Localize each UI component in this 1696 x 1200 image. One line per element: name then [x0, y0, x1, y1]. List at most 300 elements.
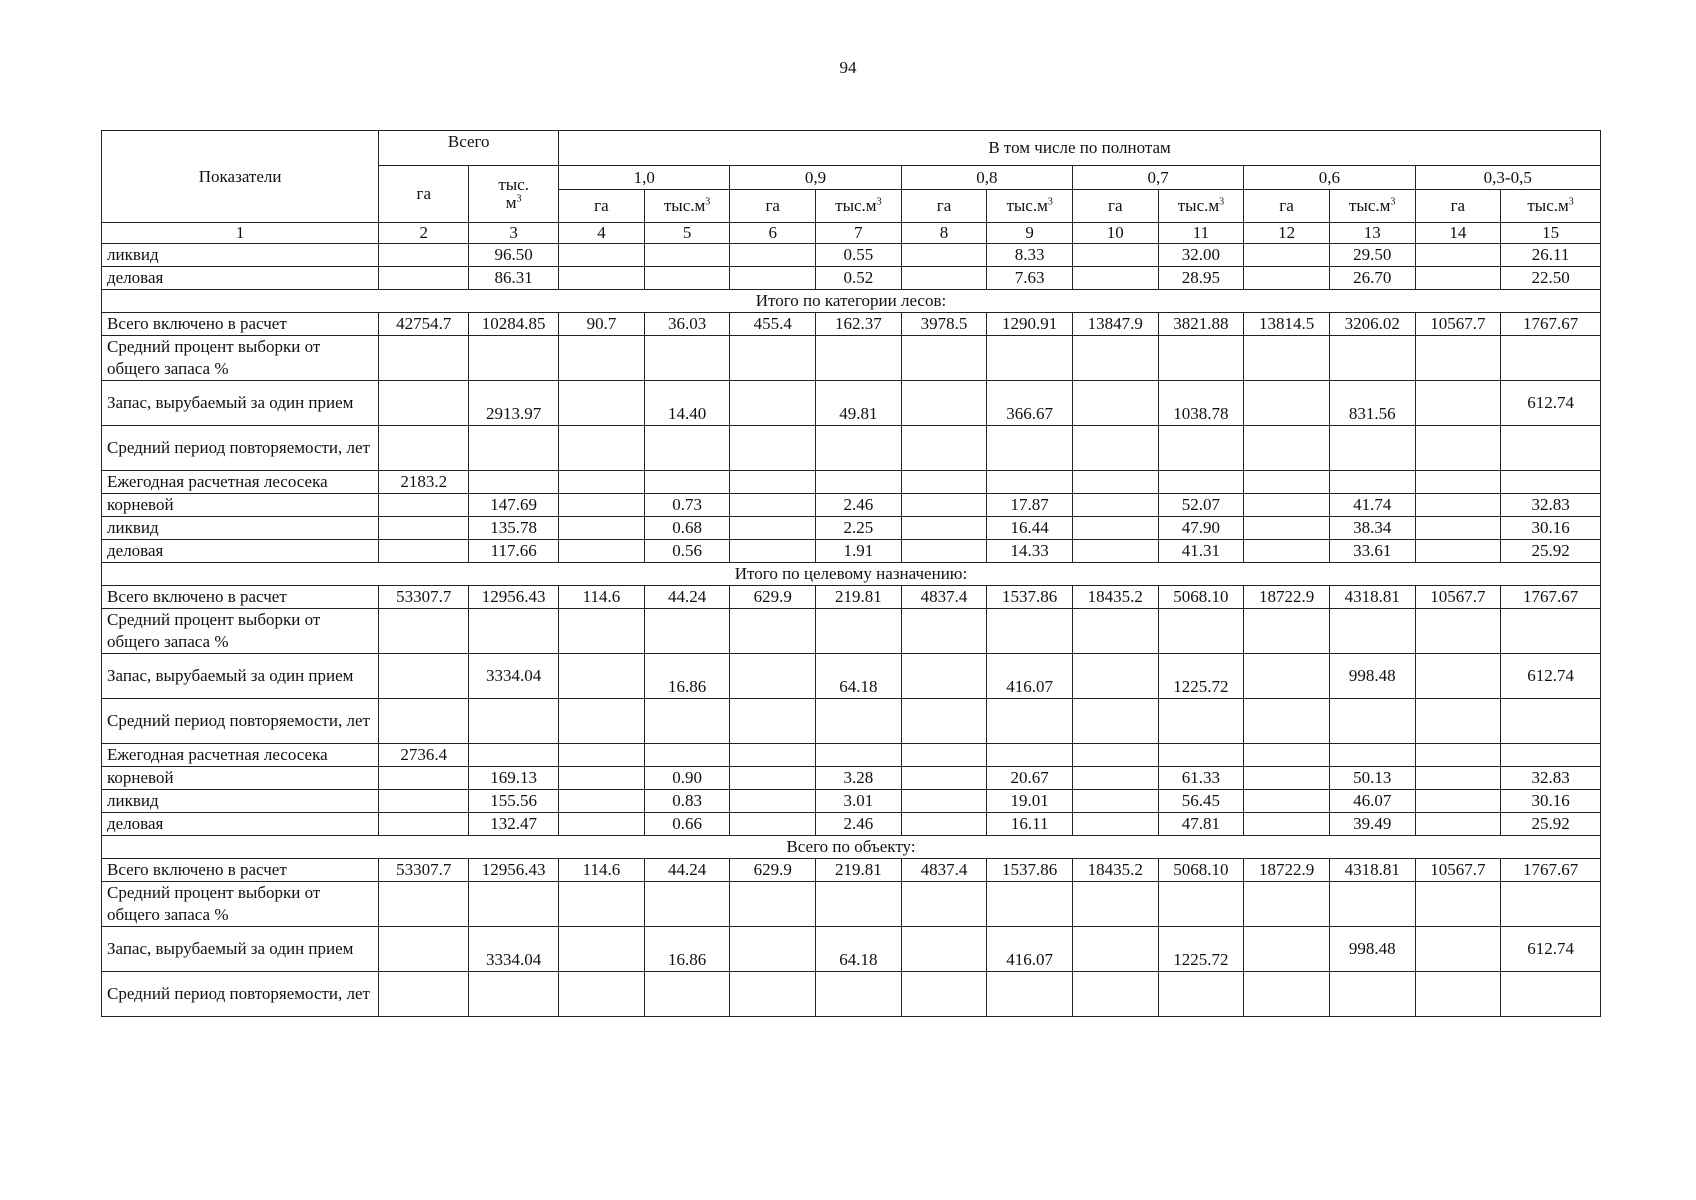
- table-cell: [816, 972, 902, 1017]
- table-cell: [1244, 244, 1330, 267]
- table-cell: 38.34: [1329, 517, 1415, 540]
- table-cell: 13847.9: [1072, 313, 1158, 336]
- unit-volume-superscript: 3: [1047, 196, 1053, 208]
- table-cell: [1244, 927, 1330, 972]
- table-cell: 4318.81: [1329, 586, 1415, 609]
- table-cell: [730, 609, 816, 654]
- table-cell: [1244, 882, 1330, 927]
- table-cell: 10567.7: [1415, 586, 1501, 609]
- table-cell: [901, 609, 987, 654]
- table-cell: 629.9: [730, 859, 816, 882]
- table-cell: [730, 882, 816, 927]
- table-cell: [730, 494, 816, 517]
- table-cell: [379, 654, 469, 699]
- table-cell: [901, 381, 987, 426]
- table-cell: [559, 767, 645, 790]
- unit-volume-header: [1501, 190, 1601, 223]
- column-number: 3: [469, 223, 559, 244]
- unit-volume-label: тыс.м: [1527, 196, 1569, 215]
- unit-ha-header: га: [1415, 190, 1501, 223]
- table-cell: 416.07: [987, 654, 1073, 699]
- table-cell: [379, 699, 469, 744]
- table-cell: [901, 927, 987, 972]
- table-cell: 629.9: [730, 586, 816, 609]
- table-cell: [644, 972, 730, 1017]
- column-number: 4: [559, 223, 645, 244]
- table-cell: [1072, 972, 1158, 1017]
- table-cell: [987, 699, 1073, 744]
- table-cell: [469, 336, 559, 381]
- table-cell: [1158, 882, 1244, 927]
- table-row: [102, 244, 1601, 267]
- table-cell: [1501, 699, 1601, 744]
- row-label: корневой: [102, 767, 379, 790]
- row-label: деловая: [102, 540, 379, 563]
- table-cell: [730, 244, 816, 267]
- table-cell: 10567.7: [1415, 859, 1501, 882]
- table-cell: 41.31: [1158, 540, 1244, 563]
- table-cell: [730, 267, 816, 290]
- table-cell: [1072, 882, 1158, 927]
- row-label: Всего включено в расчет: [102, 586, 379, 609]
- table-cell: 3.01: [816, 790, 902, 813]
- table-row: [102, 609, 1601, 654]
- table-cell: 1767.67: [1501, 313, 1601, 336]
- table-cell: 64.18: [816, 654, 902, 699]
- table-cell: 50.13: [1329, 767, 1415, 790]
- table-cell: [1329, 609, 1415, 654]
- table-cell: 1225.72: [1158, 654, 1244, 699]
- table-header: [102, 131, 1601, 244]
- table-cell: 46.07: [1329, 790, 1415, 813]
- table-cell: 32.00: [1158, 244, 1244, 267]
- table-cell: 1537.86: [987, 859, 1073, 882]
- table-cell: 18435.2: [1072, 859, 1158, 882]
- row-label: Запас, вырубаемый за один прием: [102, 927, 379, 972]
- row-label: Средний процент выборки от общего запаса %: [102, 336, 379, 381]
- row-label: Средний период повторяемости, лет: [102, 972, 379, 1017]
- table-cell: 90.7: [559, 313, 645, 336]
- table-cell: [901, 426, 987, 471]
- table-cell: [730, 790, 816, 813]
- table-row: [102, 813, 1601, 836]
- table-cell: [730, 426, 816, 471]
- table-cell: [901, 882, 987, 927]
- table-cell: [730, 699, 816, 744]
- table-row: [102, 927, 1601, 972]
- table-cell: 455.4: [730, 313, 816, 336]
- unit-volume-superscript: 3: [1390, 196, 1396, 208]
- table-cell: 4837.4: [901, 586, 987, 609]
- table-cell: [1415, 927, 1501, 972]
- unit-volume-header: [1329, 190, 1415, 223]
- unit-volume-label: тыс.м: [1177, 196, 1220, 215]
- table-row: [102, 471, 1601, 494]
- table-cell: 0.73: [644, 494, 730, 517]
- table-cell: [379, 517, 469, 540]
- table-row: [102, 540, 1601, 563]
- unit-volume-label: тыс.м: [835, 196, 877, 215]
- table-cell: 831.56: [1329, 381, 1415, 426]
- table-cell: [1158, 471, 1244, 494]
- table-cell: [379, 790, 469, 813]
- table-cell: [901, 267, 987, 290]
- table-cell: 3334.04: [469, 927, 559, 972]
- column-number: 7: [816, 223, 902, 244]
- table-cell: 22.50: [1501, 267, 1601, 290]
- table-cell: [1415, 426, 1501, 471]
- table-row: [102, 517, 1601, 540]
- table-cell: [1158, 744, 1244, 767]
- row-label: Ежегодная расчетная лесосека: [102, 471, 379, 494]
- table-cell: [379, 767, 469, 790]
- table-cell: 36.03: [644, 313, 730, 336]
- table-cell: [559, 813, 645, 836]
- section-row: [102, 563, 1601, 586]
- table-cell: [816, 882, 902, 927]
- row-label: Средний процент выборки от общего запаса %: [102, 882, 379, 927]
- table-cell: [1415, 517, 1501, 540]
- table-cell: [469, 882, 559, 927]
- table-cell: 12956.43: [469, 586, 559, 609]
- table-cell: 10567.7: [1415, 313, 1501, 336]
- row-label: корневой: [102, 494, 379, 517]
- table-cell: [987, 972, 1073, 1017]
- table-cell: [816, 609, 902, 654]
- table-cell: [1329, 471, 1415, 494]
- table-cell: 61.33: [1158, 767, 1244, 790]
- unit-volume-header: [987, 190, 1073, 223]
- total-header: Всего: [379, 131, 559, 166]
- table-cell: 2.25: [816, 517, 902, 540]
- table-cell: [730, 972, 816, 1017]
- table-cell: 155.56: [469, 790, 559, 813]
- table-cell: [559, 381, 645, 426]
- table-row: [102, 882, 1601, 927]
- table-cell: 32.83: [1501, 494, 1601, 517]
- unit-ha-header: га: [1244, 190, 1330, 223]
- unit-ha-header: га: [730, 190, 816, 223]
- table-cell: 5068.10: [1158, 586, 1244, 609]
- table-cell: [1072, 767, 1158, 790]
- table-cell: [901, 813, 987, 836]
- table-cell: [730, 471, 816, 494]
- table-cell: [644, 471, 730, 494]
- table-cell: 26.70: [1329, 267, 1415, 290]
- table-cell: 117.66: [469, 540, 559, 563]
- table-cell: [644, 244, 730, 267]
- table-cell: [1415, 609, 1501, 654]
- table-cell: [559, 654, 645, 699]
- table-cell: [1501, 426, 1601, 471]
- table-cell: [469, 426, 559, 471]
- table-cell: 16.86: [644, 927, 730, 972]
- table-cell: [901, 654, 987, 699]
- table-cell: [816, 426, 902, 471]
- table-cell: [469, 744, 559, 767]
- table-cell: [1244, 471, 1330, 494]
- table-cell: 2913.97: [469, 381, 559, 426]
- table-row: [102, 426, 1601, 471]
- table-cell: [469, 471, 559, 494]
- table-cell: [816, 699, 902, 744]
- table-cell: 18722.9: [1244, 586, 1330, 609]
- table-cell: [1244, 813, 1330, 836]
- table-cell: [559, 540, 645, 563]
- table-cell: 96.50: [469, 244, 559, 267]
- table-cell: [1244, 699, 1330, 744]
- table-cell: 3206.02: [1329, 313, 1415, 336]
- table-cell: [1072, 267, 1158, 290]
- unit-volume-label: тыс.м: [1349, 196, 1391, 215]
- unit-volume-header: [644, 190, 730, 223]
- table-cell: [1244, 426, 1330, 471]
- table-cell: 26.11: [1501, 244, 1601, 267]
- table-cell: 416.07: [987, 927, 1073, 972]
- unit-volume-superscript: 3: [705, 196, 711, 208]
- table-cell: 366.67: [987, 381, 1073, 426]
- table-cell: 14.33: [987, 540, 1073, 563]
- table-cell: [1329, 882, 1415, 927]
- table-cell: [559, 517, 645, 540]
- table-cell: [1415, 244, 1501, 267]
- row-label: деловая: [102, 267, 379, 290]
- table-cell: 2.46: [816, 813, 902, 836]
- table-cell: 28.95: [1158, 267, 1244, 290]
- table-cell: 29.50: [1329, 244, 1415, 267]
- table-cell: 3978.5: [901, 313, 987, 336]
- table-cell: [559, 609, 645, 654]
- table-cell: [987, 471, 1073, 494]
- table-cell: [469, 609, 559, 654]
- total-volume-superscript: 3: [516, 193, 522, 205]
- table-cell: [730, 540, 816, 563]
- table-cell: [816, 744, 902, 767]
- unit-ha-header: га: [559, 190, 645, 223]
- unit-volume-superscript: 3: [1219, 196, 1225, 208]
- unit-volume-header: [1158, 190, 1244, 223]
- table-cell: 612.74: [1501, 927, 1601, 972]
- table-cell: 25.92: [1501, 813, 1601, 836]
- table-cell: 17.87: [987, 494, 1073, 517]
- table-cell: 1.91: [816, 540, 902, 563]
- table-cell: 114.6: [559, 859, 645, 882]
- table-cell: [379, 267, 469, 290]
- indicators-header: Показатели: [102, 131, 379, 223]
- table-cell: 5068.10: [1158, 859, 1244, 882]
- table-cell: [379, 972, 469, 1017]
- column-number: 14: [1415, 223, 1501, 244]
- table-cell: [1244, 767, 1330, 790]
- table-cell: 3821.88: [1158, 313, 1244, 336]
- unit-ha-header: га: [901, 190, 987, 223]
- table-cell: 219.81: [816, 859, 902, 882]
- table-cell: [730, 381, 816, 426]
- table-cell: [1501, 471, 1601, 494]
- density-header: 0,7: [1072, 166, 1243, 190]
- section-row: [102, 290, 1601, 313]
- table-cell: 47.90: [1158, 517, 1244, 540]
- table-cell: 1767.67: [1501, 586, 1601, 609]
- table-cell: [1415, 972, 1501, 1017]
- table-cell: 1225.72: [1158, 927, 1244, 972]
- table-cell: [1415, 744, 1501, 767]
- table-cell: [1415, 494, 1501, 517]
- forest-calculation-table: [101, 130, 1601, 1017]
- table-cell: 0.68: [644, 517, 730, 540]
- table-cell: 162.37: [816, 313, 902, 336]
- table-cell: [379, 813, 469, 836]
- table-cell: 33.61: [1329, 540, 1415, 563]
- table-cell: [559, 972, 645, 1017]
- table-cell: [559, 699, 645, 744]
- table-row: [102, 767, 1601, 790]
- table-cell: [379, 882, 469, 927]
- table-row: [102, 313, 1601, 336]
- table-cell: 7.63: [987, 267, 1073, 290]
- table-cell: [987, 744, 1073, 767]
- table-cell: [379, 244, 469, 267]
- table-cell: [1158, 336, 1244, 381]
- density-header: 1,0: [559, 166, 730, 190]
- table-cell: [1244, 609, 1330, 654]
- table-cell: [1158, 972, 1244, 1017]
- table-cell: [1072, 471, 1158, 494]
- section-title: Итого по категории лесов:: [102, 290, 1601, 313]
- column-number: 10: [1072, 223, 1158, 244]
- table-cell: 0.52: [816, 267, 902, 290]
- density-header: 0,9: [730, 166, 901, 190]
- table-cell: [379, 381, 469, 426]
- table-cell: [901, 494, 987, 517]
- table-body: [102, 244, 1601, 1017]
- table-cell: 1537.86: [987, 586, 1073, 609]
- table-cell: [559, 244, 645, 267]
- unit-volume-label: тыс.м: [663, 196, 706, 215]
- table-cell: [987, 609, 1073, 654]
- section-title: Итого по целевому назначению:: [102, 563, 1601, 586]
- table-cell: [1415, 267, 1501, 290]
- table-cell: 20.67: [987, 767, 1073, 790]
- table-cell: [1329, 699, 1415, 744]
- table-cell: 30.16: [1501, 517, 1601, 540]
- table-cell: 41.74: [1329, 494, 1415, 517]
- table-cell: 86.31: [469, 267, 559, 290]
- table-cell: [559, 336, 645, 381]
- table-cell: [559, 927, 645, 972]
- density-group-header: В том числе по полнотам: [559, 131, 1601, 166]
- table-cell: 2.46: [816, 494, 902, 517]
- table-cell: 47.81: [1158, 813, 1244, 836]
- table-cell: [901, 767, 987, 790]
- table-cell: 219.81: [816, 586, 902, 609]
- table-cell: [1244, 267, 1330, 290]
- table-cell: 3334.04: [469, 654, 559, 699]
- column-number-row: [102, 223, 1601, 244]
- table-cell: [901, 336, 987, 381]
- total-ha-header: га: [379, 166, 469, 223]
- table-cell: [379, 494, 469, 517]
- row-label: Средний период повторяемости, лет: [102, 699, 379, 744]
- table-cell: 1767.67: [1501, 859, 1601, 882]
- table-cell: 19.01: [987, 790, 1073, 813]
- table-cell: 16.86: [644, 654, 730, 699]
- total-volume-unit-bottom: м: [505, 193, 517, 212]
- table-cell: [644, 609, 730, 654]
- table-cell: [559, 426, 645, 471]
- table-cell: [1072, 790, 1158, 813]
- total-volume-header: [469, 166, 559, 223]
- row-label: Средний процент выборки от общего запаса %: [102, 609, 379, 654]
- column-number: 6: [730, 223, 816, 244]
- table-cell: [816, 471, 902, 494]
- table-cell: 612.74: [1501, 381, 1601, 426]
- row-label: Всего включено в расчет: [102, 313, 379, 336]
- table-cell: [1415, 336, 1501, 381]
- table-cell: 30.16: [1501, 790, 1601, 813]
- table-cell: [1072, 494, 1158, 517]
- table-cell: 147.69: [469, 494, 559, 517]
- table-cell: [901, 790, 987, 813]
- table-cell: [1329, 426, 1415, 471]
- table-cell: 16.11: [987, 813, 1073, 836]
- column-number: 12: [1244, 223, 1330, 244]
- table-cell: [1415, 699, 1501, 744]
- table-cell: [559, 790, 645, 813]
- table-cell: [901, 244, 987, 267]
- unit-volume-superscript: 3: [1568, 196, 1574, 208]
- table-row: [102, 494, 1601, 517]
- table-cell: [1244, 540, 1330, 563]
- table-cell: [379, 540, 469, 563]
- column-number: 13: [1329, 223, 1415, 244]
- table-cell: [1244, 517, 1330, 540]
- table-row: [102, 654, 1601, 699]
- table-cell: [730, 813, 816, 836]
- table-cell: [1158, 609, 1244, 654]
- table-row: [102, 267, 1601, 290]
- table-cell: [379, 426, 469, 471]
- page-number: 94: [839, 58, 857, 77]
- table-cell: [987, 426, 1073, 471]
- column-number: 5: [644, 223, 730, 244]
- table-cell: [559, 882, 645, 927]
- table-cell: [1329, 972, 1415, 1017]
- table-cell: 998.48: [1329, 654, 1415, 699]
- table-cell: 2183.2: [379, 471, 469, 494]
- table-cell: [901, 972, 987, 1017]
- density-header: 0,6: [1244, 166, 1415, 190]
- table-cell: 0.90: [644, 767, 730, 790]
- table-row: [102, 790, 1601, 813]
- table-cell: [1158, 426, 1244, 471]
- column-number: 1: [102, 223, 379, 244]
- table-cell: 53307.7: [379, 586, 469, 609]
- column-number: 2: [379, 223, 469, 244]
- table-cell: [901, 471, 987, 494]
- table-cell: [901, 517, 987, 540]
- table-cell: [644, 426, 730, 471]
- table-cell: [1244, 654, 1330, 699]
- table-cell: [1072, 540, 1158, 563]
- density-header: 0,8: [901, 166, 1072, 190]
- table-cell: 3.28: [816, 767, 902, 790]
- unit-volume-label: тыс.м: [1006, 196, 1048, 215]
- table-cell: [1072, 336, 1158, 381]
- table-cell: [1072, 426, 1158, 471]
- row-label: Средний период повторяемости, лет: [102, 426, 379, 471]
- table-cell: [730, 767, 816, 790]
